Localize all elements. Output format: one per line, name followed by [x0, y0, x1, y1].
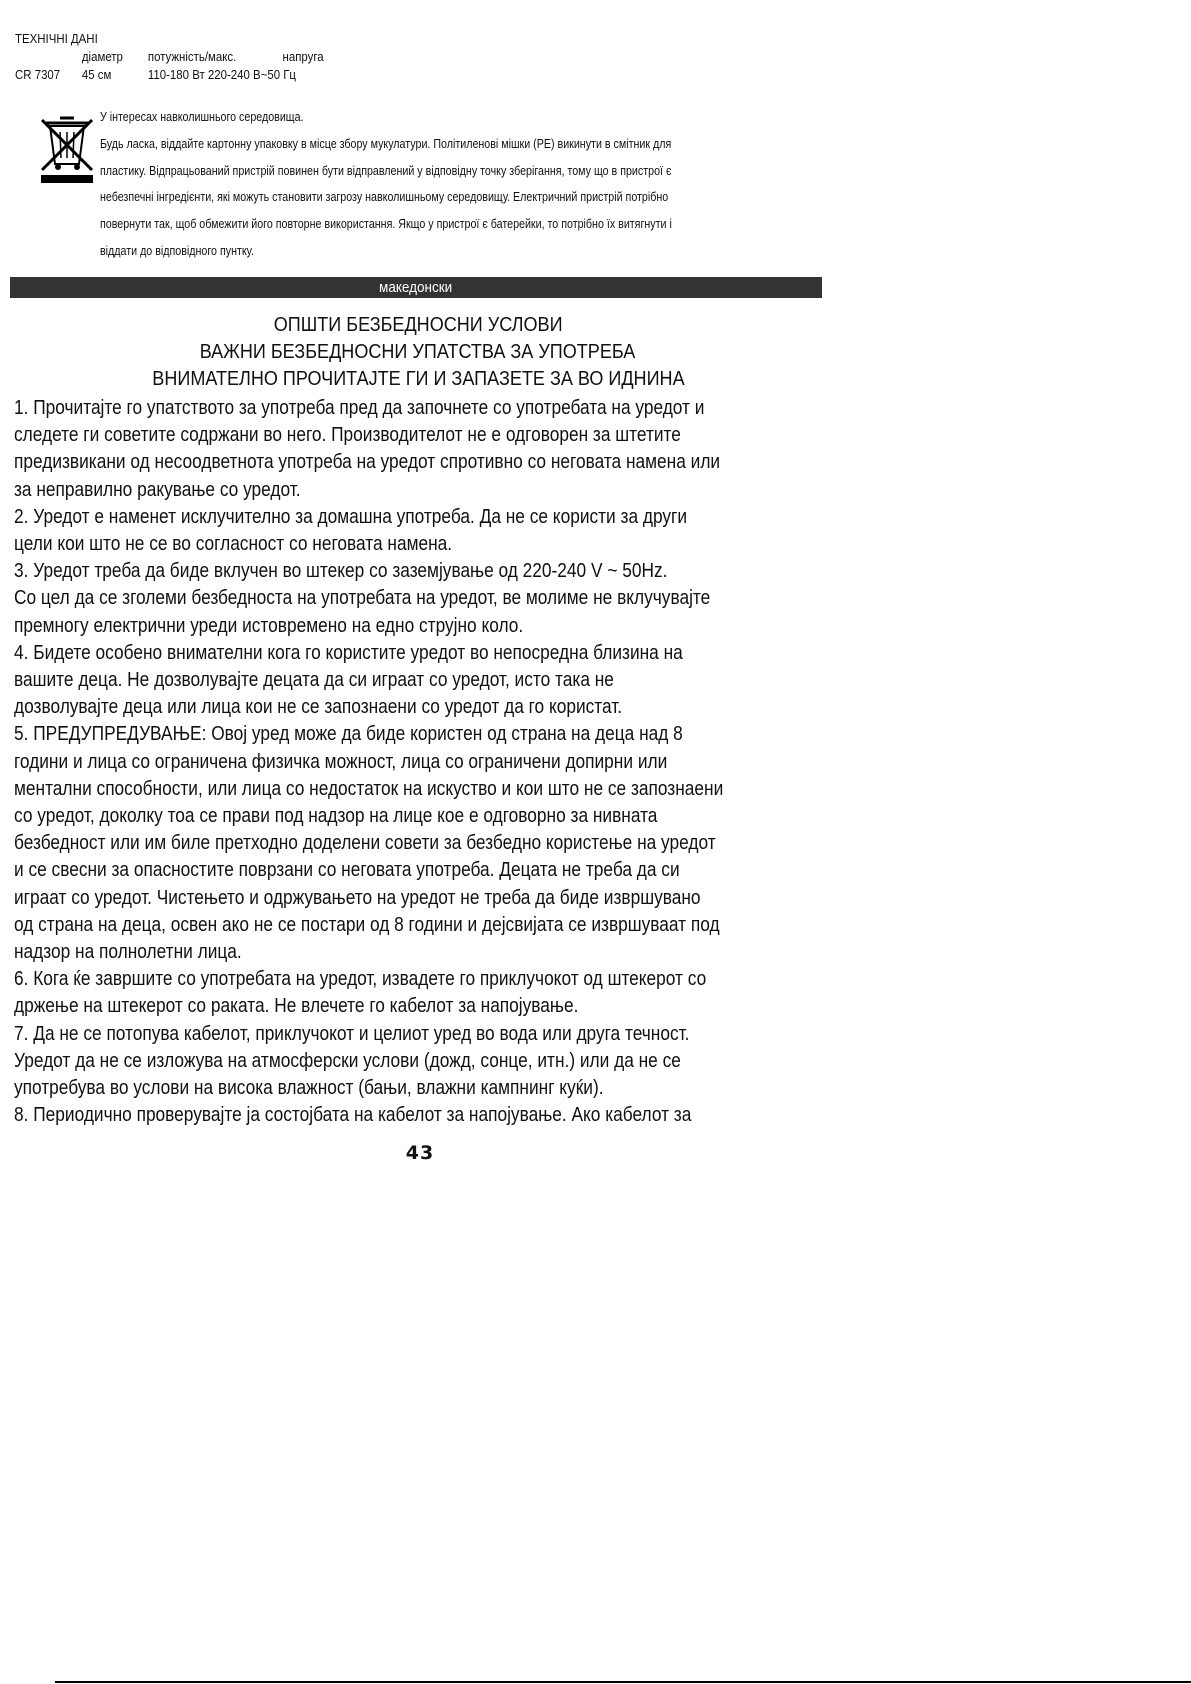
eco-line: пластику. Відпрацьований пристрій повинен бути відправлений у відповідну точку зберігання, тому що в пристрої є [100, 163, 672, 178]
environment-notice [100, 104, 716, 265]
eco-line: небезпечні інгредієнти, які можуть становити загрозу навколишньому середовищу. Електричний пристрій потрібно [100, 190, 669, 205]
power-voltage-value: 110-180 Вт 220-240 В~50 Гц [147, 67, 296, 82]
eco-line: повернути так, щоб обмежити його повторне використання. Якщо у пристрої є батерейки, то потрібно їх витягнути і [100, 217, 672, 232]
header-voltage: напруга [282, 49, 324, 64]
heading-general-safety: ОПШТИ БЕЗБЕДНОСНИ УСЛОВИ [273, 313, 563, 336]
body-line: од страна на деца, освен ако не се постари од 8 години и дејсвијата се извршуваат под [14, 913, 720, 936]
body-line: ментални способности, или лица со недостаток на искуство и кои што не се запознаени [14, 777, 724, 800]
footer-rule [55, 1681, 1191, 1683]
model-value: CR 7307 [15, 67, 61, 82]
header-power: потужність/макс. [147, 49, 237, 64]
body-line: надзор на полнолетни лица. [14, 941, 242, 964]
language-section-bar [10, 277, 822, 298]
safety-instructions-body [14, 395, 732, 1129]
body-line: 1. Прочитајте го упатството за употреба пред да започнете со употребата на уредот и [14, 397, 705, 419]
body-line: премногу електрични уреди истовремено на едно струјно коло. [14, 614, 524, 637]
weee-crossed-bin-icon [38, 114, 96, 184]
body-line: држење на штекерот со раката. Не влечете го кабелот за напојување. [14, 995, 579, 1018]
diameter-value: 45 см [81, 67, 112, 82]
safety-headings [15, 311, 821, 392]
body-line: предизвикани од несоодветнота употреба на уредот спротивно со неговата намена или [14, 451, 721, 474]
body-line: вашите деца. Не дозволувајте децата да си играат со уредот, исто така не [14, 669, 614, 692]
eco-line: віддати до відповідного пунтку. [100, 243, 254, 258]
body-line: 3. Уредот треба да биде вклучен во штекер со заземјување од 220-240 V ~ 50Hz. [14, 560, 668, 583]
heading-important-instructions: ВАЖНИ БЕЗБЕДНОСНИ УПАТСТВА ЗА УПОТРЕБА [200, 340, 636, 363]
body-line: цели кои што не се во согласност со неговата намена. [14, 533, 453, 556]
body-line: 6. Кога ќе завршите со употребата на уредот, извадете го приклучокот од штекерот со [14, 968, 707, 991]
body-line: Со цел да се зголеми безбедноста на употребата на уредот, ве молиме не вклучувајте [14, 587, 711, 610]
page-number: 43 [405, 1142, 435, 1164]
body-line: за неправилно ракување со уредот. [14, 478, 301, 501]
body-line: дозволувајте деца или лица кои не се запознаени со уредот да го користат. [14, 696, 623, 719]
eco-line: У інтересах навколишнього середовища. [100, 110, 304, 124]
body-line: следете ги советите содржани во него. Производителот не е одговорен за штетите [14, 424, 681, 447]
header-diameter: діаметр [81, 49, 123, 64]
body-line: и се свесни за опасностите поврзани со неговата употреба. Децата не треба да си [14, 859, 680, 882]
body-line: употребува во услови на висока влажност (бањи, влажни кампнинг куќи). [14, 1077, 604, 1100]
tech-data-title: ТЕХНІЧНІ ДАНІ [15, 31, 98, 46]
body-line: безбедност или им биле претходно доделени совети за безбедно користење на уредот [14, 832, 716, 855]
body-line: 4. Бидете особено внимателни кога го користите уредот во непосредна близина на [14, 641, 683, 664]
body-line: 2. Уредот е наменет исклучително за домашна употреба. Да не се користи за други [14, 505, 688, 528]
body-line: со уредот, доколку тоа се прави под надзор на лице кое е одговорно за нивната [14, 805, 658, 828]
body-line: 5. ПРЕДУПРЕДУВАЊЕ: Овој уред може да биде користен од страна на деца над 8 [14, 723, 683, 746]
body-line: 7. Да не се потопува кабелот, приклучокот и целиот уред во вода или друга течност. [14, 1022, 690, 1045]
body-line: играат со уредот. Чистењето и одржувањето на уредот не треба да биде извршувано [14, 886, 701, 909]
language-label: македонски [379, 279, 453, 296]
heading-read-carefully: ВНИМАТЕЛНО ПРОЧИТАЈТЕ ГИ И ЗАПАЗЕТЕ ЗА ВО ИДНИНА [151, 367, 685, 390]
body-line: 8. Периодично проверувајте ја состојбата на кабелот за напојување. Ако кабелот за [14, 1104, 692, 1127]
body-line: Уредот да не се изложува на атмосферски услови (дожд, сонце, итн.) или да не се [14, 1049, 681, 1072]
body-line: години и лица со ограничена физичка можност, лица со ограничени допирни или [14, 750, 668, 773]
eco-line: Будь ласка, віддайте картонну упаковку в місце збору мукулатури. Політиленові мішки (PE) викинути в смітник для [100, 136, 672, 151]
